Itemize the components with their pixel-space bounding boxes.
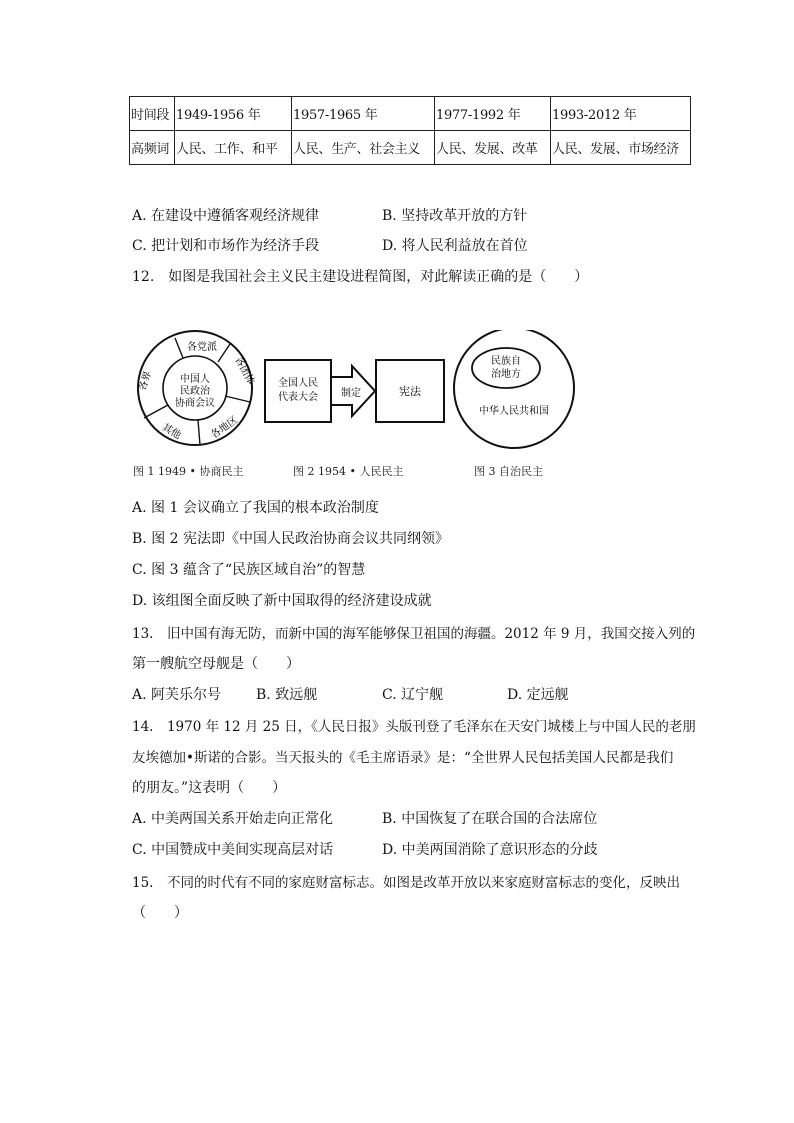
q14-stem-line1: 14. 1970 年 12 月 25 日，《人民日报》头版刊登了毛泽东在天安门城楼上与中国人民的老朋 — [132, 719, 696, 735]
q11-option-d: D. 将人民利益放在首位 — [382, 238, 528, 254]
fig1-ring-label: 各团体 — [232, 355, 257, 387]
table-cell: 人民、发展、市场经济 — [551, 131, 691, 165]
q11-option-c: C. 把计划和市场作为经济手段 — [132, 238, 320, 254]
q14-option-d: D. 中美两国消除了意识形态的分歧 — [382, 842, 598, 858]
fig1-center-line2: 民政治 — [180, 386, 210, 397]
fig1-ring-label: 各地区 — [209, 414, 241, 442]
q13-stem-line1: 13. 旧中国有海无防，而新中国的海军能够保卫祖国的海疆。2012 年 9 月，我国交接入列的 — [132, 626, 696, 642]
table-cell: 人民、工作、和平 — [175, 131, 292, 165]
q14-option-b: B. 中国恢复了在联合国的合法席位 — [382, 811, 598, 827]
table-cell: 1949-1956 年 — [175, 97, 292, 131]
figure-1-consultative-democracy — [135, 331, 258, 445]
q13-option-c: C. 辽宁舰 — [382, 687, 444, 703]
q13-option-d: D. 定远舰 — [507, 687, 569, 703]
fig2-constitution-label: 宪法 — [399, 385, 421, 398]
q14-stem-line3: 的朋友。”这表明（ ） — [132, 780, 287, 796]
q12-stem: 12. 如图是我国社会主义民主建设进程简图，对此解读正确的是（ ） — [132, 269, 589, 285]
fig2-arrow-label: 制定 — [341, 388, 361, 399]
q14-stem-line2: 友埃德加•斯诺的合影。当天报头的《毛主席语录》是：“全世界人民包括美国人民都是我们 — [132, 750, 674, 766]
table-row — [130, 97, 691, 131]
fig3-inner-line1: 民族自 — [491, 356, 521, 367]
q11-option-b: B. 坚持改革开放的方针 — [382, 208, 528, 224]
table-cell: 1993-2012 年 — [551, 97, 691, 131]
q15-stem-line1: 15. 不同的时代有不同的家庭财富标志。如图是改革开放以来家庭财富标志的变化，反映出 — [132, 875, 680, 891]
figure-3-autonomous-democracy — [454, 330, 574, 448]
q13-option-b: B. 致远舰 — [256, 687, 318, 703]
fig2-npc-line1: 全国人民 — [278, 378, 318, 389]
q14-option-a: A. 中美两国关系开始走向正常化 — [132, 811, 334, 827]
q12-option-c: C. 图 3 蕴含了“民族区域自治”的智慧 — [132, 562, 366, 578]
democracy-process-figure — [130, 330, 590, 480]
table-cell: 1957-1965 年 — [292, 97, 435, 131]
fig3-outer-label: 中华人民共和国 — [479, 406, 549, 417]
table-row — [130, 131, 691, 165]
q13-stem-line2: 第一艘航空母舰是（ ） — [132, 656, 300, 672]
table-cell: 人民、生产、社会主义 — [292, 131, 435, 165]
figure-1-caption: 图 1 1949 • 协商民主 — [133, 465, 244, 478]
q13-option-a: A. 阿芙乐尔号 — [132, 687, 222, 703]
fig1-ring-label: 各党派 — [187, 342, 217, 353]
fig2-npc-line2: 代表大会 — [278, 392, 318, 403]
fig1-center-line3: 协商会议 — [175, 398, 215, 409]
q12-option-b: B. 图 2 宪法即《中国人民政治协商会议共同纲领》 — [132, 531, 449, 547]
table-cell: 人民、发展、改革 — [435, 131, 551, 165]
q14-option-c: C. 中国赞成中美间实现高层对话 — [132, 842, 334, 858]
fig3-inner-line2: 治地方 — [491, 369, 521, 380]
figure-3-caption: 图 3 自治民主 — [474, 465, 543, 478]
fig1-ring-label: 各界 — [137, 369, 155, 393]
table-cell: 时间段 — [130, 97, 175, 131]
q11-option-a: A. 在建设中遵循客观经济规律 — [132, 208, 320, 224]
q12-option-d: D. 该组图全面反映了新中国取得的经济建设成就 — [132, 593, 432, 609]
q15-stem-line2: （ ） — [132, 905, 188, 921]
table-cell: 高频词 — [130, 131, 175, 165]
high-frequency-words-table — [129, 96, 691, 165]
figure-2-peoples-democracy — [265, 360, 444, 422]
fig1-center-line1: 中国人 — [180, 374, 210, 385]
fig1-ring-label: 其他 — [159, 422, 183, 442]
figure-2-caption: 图 2 1954 • 人民民主 — [293, 465, 404, 478]
q12-option-a: A. 图 1 会议确立了我国的根本政治制度 — [132, 500, 379, 516]
table-cell: 1977-1992 年 — [435, 97, 551, 131]
